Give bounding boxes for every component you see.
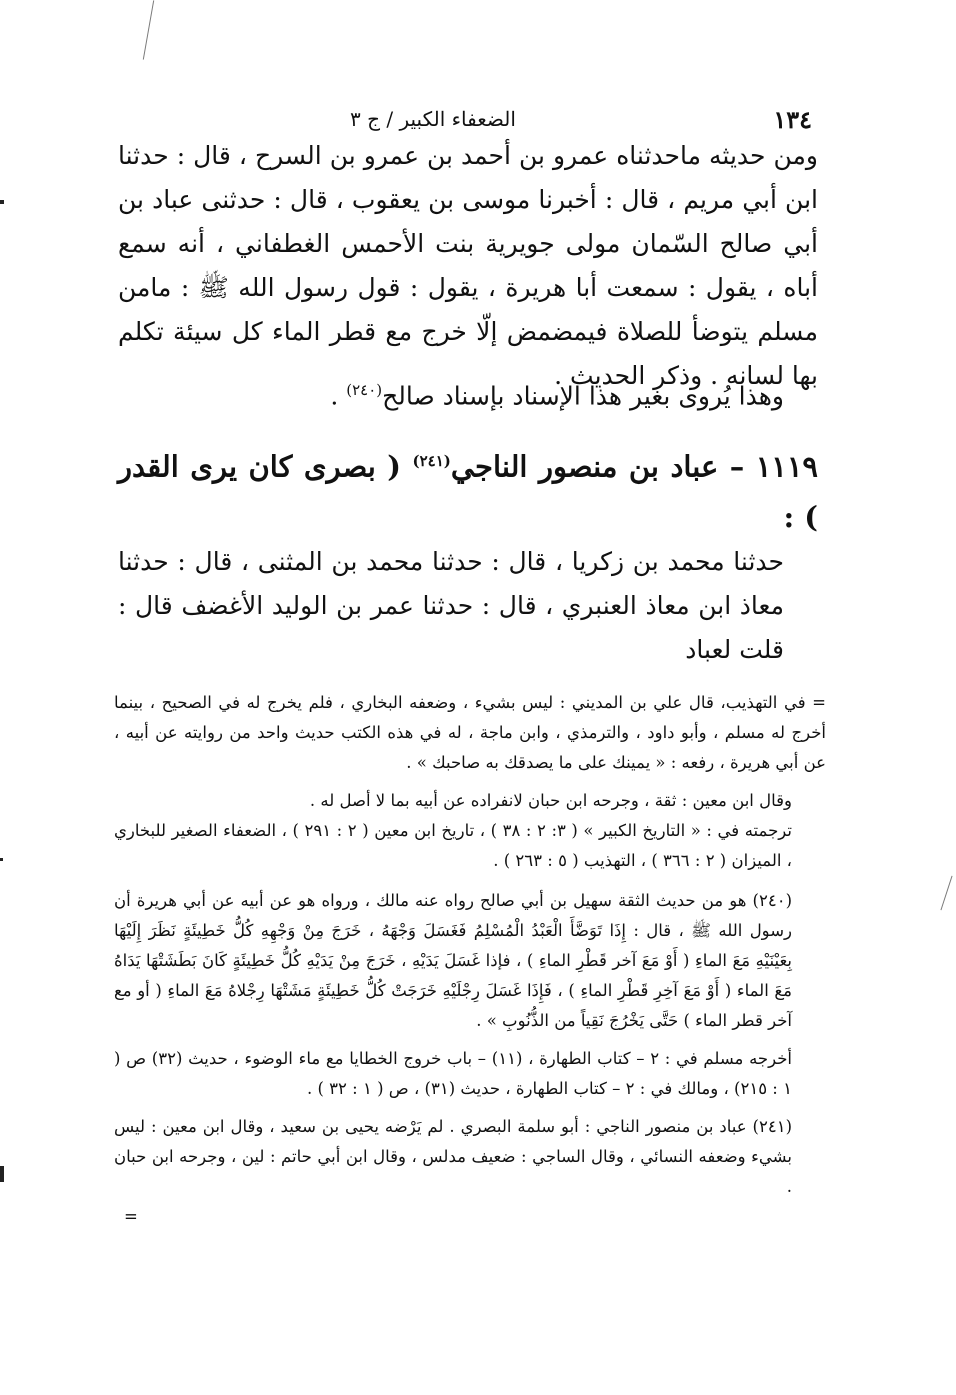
running-title: الضعفاء الكبير / ج ٣	[350, 107, 516, 131]
entry-heading	[118, 436, 818, 542]
footnote-continued: = في التهذيب، قال علي بن المديني : ليس بشيء ، وضعفه البخاري ، فلم يخرج له في الصحيح ، بينما أخرج له مسلم ، وأبو داود ، والترمذي ، وابن ماجة ، له في هذه الكتب حديث واحد من روايته عن أبيه ، عن أبي هريرة ، رفعه : « يمينك على ما يصدقك به صاحبك » .	[114, 693, 826, 772]
footnote-241: (٢٤١) عباد بن منصور الناجي : أبو سلمة البصري . لم يَرْضه يحيى بن سعيد ، وقال ابن معين : ليس بشيء وضعفه النسائي ، وقال الساجي : ضعيف مدلس ، وقال ابن أبي حاتم : لين ، وجرحه ابن حبان .	[114, 1117, 792, 1196]
scan-mark-edge	[0, 200, 4, 204]
main-paragraph-3	[118, 540, 818, 672]
paragraph-2-text: وهذا يُروى بغير هذا الإسناد بإسناد صالح	[382, 381, 784, 411]
footnote-paragraph: ترجمته في : « التاريخ الكبير » ( ٣: ٢ : ٣٨ ) ، تاريخ ابن معين ( ٢ : ٢٩١ ) ، الضعفاء الصغير للبخاري ، الميزان ( ٢ : ٣٦٦ ) ، التهذيب ( ٥ : ٢٦٣ ) .	[114, 821, 792, 870]
scan-mark-edge	[0, 858, 3, 861]
footnote-paragraph: أخرجه مسلم في : ٢ – كتاب الطهارة ، (١١) – باب خروج الخطايا مع ماء الوضوء ، حديث (٣٢) ص ( ١ : ٢١٥) ، ومالك في : ٢ – كتاب الطهارة ، حديث (٣١) ، ص ( ١ : ٣٢ ) .	[114, 1049, 793, 1098]
main-paragraph-2	[118, 368, 818, 418]
footnote-paragraph: وقال ابن معين : ثقة ، وجرحه ابن حبان لانفراده عن أبيه بما لا أصل له .	[309, 791, 792, 810]
paragraph-text	[118, 368, 818, 418]
footnote-240: (٢٤٠) هو من حديث الثقة سهيل بن أبي صالح رواه عنه مالك ، ورواه هو عن أبيه عن أبي هريرة أن رسول الله ﷺ ، قال : إِذَا تَوَضَّأَ الْعَبْدُ الْمُسْلِمُ فَغَسَلَ وَجْهَهُ ، خَرَجَ مِنْ وَجْهِهِ كُلُّ خَطِيئَةٍ نَظَرَ إِلَيْهَا بِعَيْنَيْهِ مَعَ الماءِ ( أَوْ مَعَ آخر قَطْرِ الماءِ ) ، فإذا غَسَلَ يَدَيْهِ ، خَرَجَ مِنْ يَدَيْهِ كُلُّ خَطِيئَةٍ كَانَ بَطَشَتْهَا يَدَاهُ مَعَ الماء ( أَوْ مَعَ آخِرِ قَطْرِ الماءِ ) ، فَإِذَا غَسَلَ رِجْلَيْهِ خَرَجَتْ كُلُّ خَطِيئَةٍ مَشَتْهَا رِجْلاهُ مَعَ الماءِ ( أو مع آخر قطر الماء ) حَتَّى يَخْرُجَ نَقِياً من الذُّنُوبِ » .	[114, 891, 792, 1030]
page-number: ١٣٤	[773, 104, 812, 134]
entry-heading-text: ١١١٩ – عباد بن منصور الناجي	[450, 449, 818, 484]
scan-mark-right	[940, 876, 952, 911]
continuation-mark: =	[124, 1207, 138, 1226]
footnote-ref-241: (٢٤١)	[412, 452, 451, 470]
scan-mark-edge	[0, 1166, 4, 1182]
main-paragraph-1	[118, 134, 818, 398]
page-header	[350, 102, 812, 136]
paragraph-text: ومن حديثه ماحدثناه عمرو بن أحمد بن عمرو بن السرح ، قال : حدثنا ابن أبي مريم ، قال : أخبرنا موسى بن يعقوب ، قال : حدثنى عباد بن أبي صالح السّمان مولى جويرية بنت الأحمس الغطفاني ، أنه سمع أباه ، يقول : سمعت أبا هريرة ، يقول : قول رسول الله ﷺ : مامن مسلم يتوضأ للصلاة فيمضمض إلّا خرج مع قطر الماء كل سيئة تكلم بها لسانه . وذكر الحديث .	[118, 141, 818, 390]
scan-mark-top	[143, 0, 154, 59]
paragraph-text: حدثنا محمد بن زكريا ، قال : حدثنا محمد بن المثنى ، قال : حدثنا معاذ ابن معاذ العنبري ، قال : حدثنا عمر بن الوليد الأغضف قال : قلت لعباد	[118, 547, 784, 664]
paragraph-2-end: .	[330, 381, 347, 411]
entry-heading-end: ( بصرى كان يرى القدر ) :	[118, 449, 818, 534]
footnote-ref-240: (٢٤٠)	[346, 381, 383, 399]
footnotes	[114, 688, 826, 1232]
